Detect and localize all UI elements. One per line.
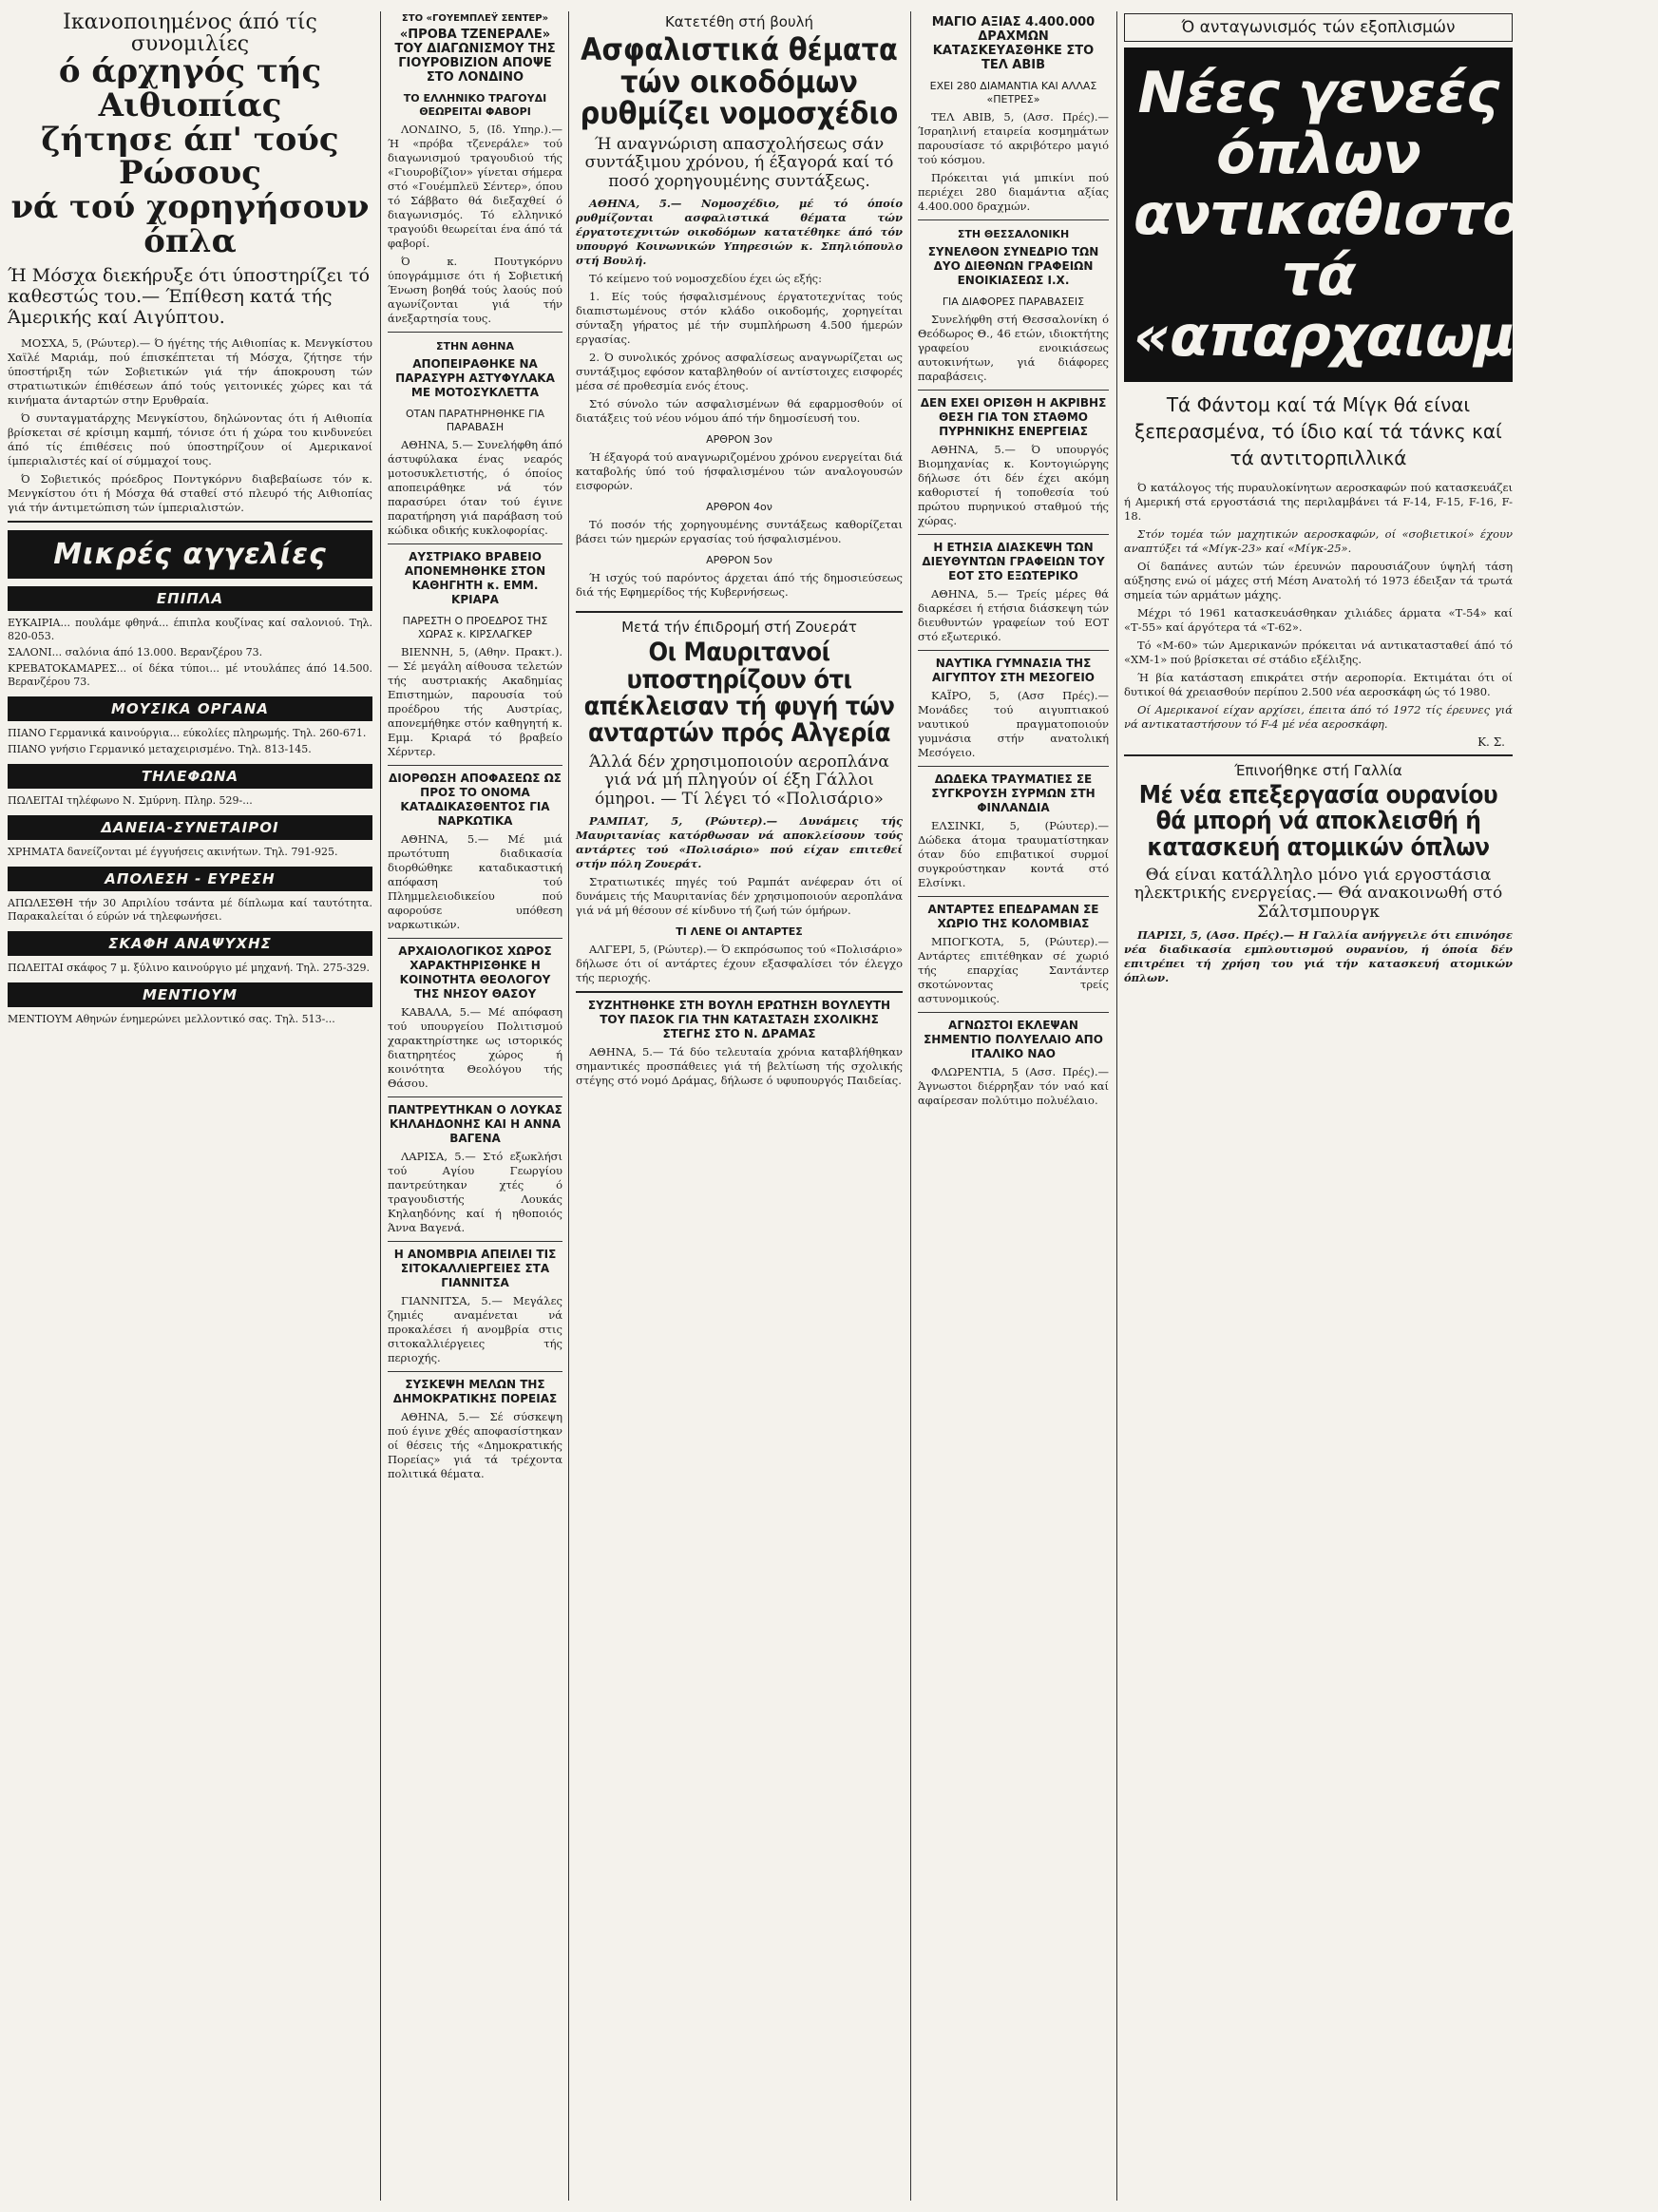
ethiopia-continued: Ό κ. Πουτγκόρνυ ύπογράμμισε ότι ή Σοβιετική Ένωση βοηθά τούς λαούς πού αγωνίζονται γιά τήν άνεξαρτησία τους. [388,255,562,325]
award-body: ΒΙΕΝΝΗ, 5, (Αθην. Πρακτ.).— Σέ μεγάλη αίθουσα τελετών τής αυστριακής Ακαδημίας Επιστημών, παρουσία τού προέδρου τής Αυστρίας, απονεμήθηκε στόν καθηγητή κ. Εμμ. Κριαρά τό βραβείο Χέρντερ. [388,645,562,758]
classified-ad: ΚΡΕΒΑΤΟΚΑΜΑΡΕΣ... οί δέκα τύποι... μέ ντουλάπες άπό 14.500. Βερανζέρου 73. [8,661,372,688]
weapons-body: Οί δαπάνες αυτών τών έρευνών παρουσιάζουν ύψηλή τάση αύξησης ενώ οί μάχες στή Μέση Ανατολή τό 1973 έδειξαν τά τρωτά σημεία τών αρμάτων μάχης. [1124,560,1513,601]
classified-section-title: ΔΑΝΕΙΑ-ΣΥΝΕΤΑΙΡΟΙ [8,815,372,840]
classified-ad: ΕΥΚΑΙΡΙΑ... πουλάμε φθηνά... έπιπλα κουζίνας καί σαλονιού. Τηλ. 820-053. [8,616,372,642]
article-heading: ΑΡΘΡΟΝ 3ον [706,433,772,447]
classified-ad: ΑΠΩΛΕΣΘΗ τήν 30 Απριλίου τσάντα μέ δίπλωμα καί ταυτότητα. Παρακαλείται ό εύρών νά τηλεφωνήσει. [8,896,372,923]
classified-section-title: ΜΟΥΣΙΚΑ ΟΡΓΑΝΑ [8,696,372,721]
eurovision-subhead: ΤΟ ΕΛΛΗΝΙΚΟ ΤΡΑΓΟΥΔΙ ΘΕΩΡΕΙΤΑΙ ΦΑΒΟΡΙ [403,92,547,118]
classifieds-banner: Μικρές αγγελίες [8,530,372,579]
weapons-body: Ό κατάλογος τής πυραυλοκίνητων αεροσκαφών πού κατασκευάζει ή Αμερική στά εργοστάσιά της περιλαμβάνει τά F-14, F-15, F-16, F-18. [1124,481,1513,523]
classified-section-title: ΜΕΝΤΙΟΥΜ [8,982,372,1007]
archaeology-headline: ΑΡΧΑΙΟΛΟΓΙΚΟΣ ΧΩΡΟΣ ΧΑΡΑΚΤΗΡΙΣΘΗΚΕ Η ΚΟΙΝΟΤΗΤΑ ΘΕΟΛΟΓΟΥ ΤΗΣ ΝΗΣΟΥ ΘΑΣΟΥ [398,944,552,1001]
divider [388,1096,562,1097]
thessaloniki-section: ΣΤΗ ΘΕΣΣΑΛΟΝΙΚΗ [957,228,1070,240]
wedding-body: ΛΑΡΙΣΑ, 5.— Στό εξωκλήσι τού Αγίου Γεωργίου παντρεύτηκαν χτές ό τραγουδιστής Λουκάς Κηλαηδόνης καί ή ηθοποιός Άννα Βαγενά. [388,1150,562,1234]
article-heading: ΑΡΘΡΟΝ 4ον [706,501,772,514]
chandelier-headline: ΑΓΝΩΣΤΟΙ ΕΚΛΕΨΑΝ ΣΗΜΕΝΤΙΟ ΠΟΛΥΕΛΑΙΟ ΑΠΟ ΙΤΑΛΙΚΟ ΝΑΟ [924,1019,1103,1060]
insurance-body: Τό ποσόν τής χορηγουμένης συντάξεως καθορίζεται βάσει τών ημερών εργασίας τού ήσφαλισμένου. [576,518,903,546]
classified-section-title: ΕΠΙΠΛΑ [8,586,372,611]
insurance-body: Τό κείμενο τού νομοσχεδίου έχει ώς εξής: [589,272,822,286]
divider [918,219,1109,220]
insurance-deck: Ή αναγνώριση απασχολήσεως σάν συντάξιμου χρόνου, ή έξαγορά καί τό ποσό χορηγουμένης συντάξεως. [584,134,894,191]
mauritania-kicker: Μετά τήν έπιδρομή στή Ζουεράτ [621,619,857,637]
mauritania-body: ΑΛΓΕΡΙ, 5, (Ρώυτερ).— Ό εκπρόσωπος τού «Πολισάριο» δήλωσε ότι οί αντάρτες έχουν εξασφαλίσει τόν έλεγχο τής περιοχής. [576,943,903,985]
insurance-body: Ή έξαγορά τού αναγνωριζομένου χρόνου ενεργείται διά καταβολής ύπό τού ήσφαλισμένου τών αναλογουσών εισφορών. [576,450,903,493]
classified-section [8,696,372,756]
rental-headline: ΣΥΝΕΛΘΟΝ ΣΥΝΕΔΡΙΟ ΤΩΝ ΔΥΟ ΔΙΕΘΝΩΝ ΓΡΑΦΕΙΩΝ ΕΝΟΙΚΙΑΣΕΩΣ Ι.Χ. [927,245,1099,287]
weapons-kicker: Ό ανταγωνισμός τών εξοπλισμών [1124,13,1513,42]
ethiopia-headline-3: ζήτησε άπ' τούς Ρώσους [41,120,339,193]
column-rule [1116,11,1117,2201]
weapons-body: Στόν τομέα τών μαχητικών αεροσκαφών, οί «σοβιετικοί» έχουν αναπτύξει τά «Μίγκ-23» καί «Μίγκ-25». [1124,527,1513,555]
colombia-headline: ΑΝΤΑΡΤΕΣ ΕΠΕΔΡΑΜΑΝ ΣΕ ΧΩΡΙΟ ΤΗΣ ΚΟΛΟΜΒΙΑΣ [927,903,1099,930]
classified-section [8,815,372,859]
column-rule [380,11,381,2201]
correction-headline: ΔΙΟΡΘΩΣΗ ΑΠΟΦΑΣΕΩΣ ΩΣ ΠΡΟΣ ΤΟ ΟΝΟΜΑ ΚΑΤΑΔΙΚΑΣΘΕΝΤΟΣ ΓΙΑ ΝΑΡΚΩΤΙΚΑ [389,772,562,828]
classified-ad: ΠΙΑΝΟ Γερμανικά καινούργια... εύκολίες πληρωμής. Τηλ. 260-671. [8,726,367,739]
divider [918,650,1109,651]
ethiopia-body-2: Ό συνταγματάρχης Μενγκίστου, δηλώνοντας ότι ή Αιθιοπία βρίσκεται σέ κρίσιμη καμπή, τόνισε ότι ή χώρα του κινδυνεύει άπό τίς έπιθέσεις πού ύποστηρίζουν οί Αμερικανοί ίμπεριαλιστές καί οί σύμμαχοί τους. [8,410,372,467]
column-rule [910,11,911,2201]
classified-section [8,931,372,975]
column-4 [918,11,1109,2201]
eot-body: ΑΘΗΝΑ, 5.— Τρείς μέρες θά διαρκέσει ή ετήσια διάσκεψη τών διευθυντών γραφείων τού ΕΟΤ στό εξωτερικό. [918,587,1109,643]
meeting-body: ΑΘΗΝΑ, 5.— Σέ σύσκεψη πού έγινε χθές αποφασίστηκαν οί θέσεις τής «Δημοκρατικής Πορείας» γιά τά τρέχοντα πολιτικά θέματα. [388,1410,562,1480]
drought-headline: Η ΑΝΟΜΒΡΙΑ ΑΠΕΙΛΕΙ ΤΙΣ ΣΙΤΟΚΑΛΛΙΕΡΓΕΙΕΣ ΣΤΑ ΓΙΑΝΝΙΤΣΑ [393,1248,557,1289]
police-headline: ΑΠΟΠΕΙΡΑΘΗΚΕ ΝΑ ΠΑΡΑΣΥΡΗ ΑΣΤΥΦΥΛΑΚΑ ΜΕ ΜΟΤΟΣΥΚΛΕΤΤΑ [395,357,555,399]
classified-section-title: ΑΠΟΛΕΣΗ - ΕΥΡΕΣΗ [8,867,372,891]
divider [388,1241,562,1242]
eot-headline: Η ΕΤΗΣΙΑ ΔΙΑΣΚΕΨΗ ΤΩΝ ΔΙΕΥΘΥΝΤΩΝ ΓΡΑΦΕΙΩΝ ΤΟΥ ΕΟΤ ΣΤΟ ΕΞΩΤΕΡΙΚΟ [922,541,1105,582]
archaeology-body: ΚΑΒΑΛΑ, 5.— Μέ απόφαση τού υπουργείου Πολιτισμού χαρακτηρίστηκε ως ιστορικός διατηρητέος χώρος ή κοινότητα Θεολόγου τής Θάσου. [388,1005,562,1090]
weapons-body: Τό «Μ-60» τών Αμερικανών πρόκειται νά αντικατασταθεί άπό τό «ΧΜ-1» πού βρίσκεται σέ στάδιο εξέλιξης. [1124,639,1513,666]
classified-section [8,867,372,924]
france-body: ΠΑΡΙΣΙ, 5, (Ασσ. Πρές).— Η Γαλλία ανήγγειλε ότι επινόησε νέα διαδικασία εμπλουτισμού ουρανίου, ή όποία δέν επιτρέπει τή χρήση του γιά τήν κατασκευή ατομικών όπλων. [1124,927,1513,984]
classified-ad: ΧΡΗΜΑΤΑ δανείζονται μέ έγγυήσεις ακινήτων. Τηλ. 791-925. [8,845,338,858]
swimsuit-body: Πρόκειται γιά μπικίνι πού περιέχει 280 διαμάντια αξίας 4.400.000 δραχμών. [918,171,1109,213]
ethiopia-body-1: ΜΟΣΧΑ, 5, (Ρώυτερ).— Ό ήγέτης τής Αιθιοπίας κ. Μενγκίστου Χαϊλέ Μαριάμ, πού έπισκέπτεται τή Μόσχα, ζήτησε τήν ύποστήριξη τών Σοβιετικών γιά τήν άποκρουση τών στρατιωτικών έπιθέσεων άπό τούς γειτονικές χώρες και τά κινήματα άνταρτών στην Ερυθραία. [8,335,372,407]
divider [388,1371,562,1372]
article-heading: ΑΡΘΡΟΝ 5ον [706,554,772,567]
train-headline: ΔΩΔΕΚΑ ΤΡΑΥΜΑΤΙΕΣ ΣΕ ΣΥΓΚΡΟΥΣΗ ΣΥΡΜΩΝ ΣΤΗ ΦΙΝΛΑΝΔΙΑ [931,772,1096,814]
nuclear-body: ΑΘΗΝΑ, 5.— Ό υπουργός Βιομηχανίας κ. Κοντογιώργης δήλωσε ότι δέν έχει ακόμη καθοριστεί ή τοποθεσία τού πρώτου πυρηνικού σταθμού τής χώρας. [918,443,1109,527]
weapons-body: Ή βία κατάσταση επικράτει στήν αεροπορία. Εκτιμάται ότι οί δυτικοί θά χρειασθούν περίπου 2.500 νέα αεροσκάφη ώς τό 1980. [1124,671,1513,698]
eurovision-headline: «ΠΡΟΒΑ ΤΖΕΝΕΡΑΛΕ» ΤΟΥ ΔΙΑΓΩΝΙΣΜΟΥ ΤΗΣ ΓΙΟΥΡΟΒΙΖΙΟΝ ΑΠΟΨΕ ΣΤΟ ΛΟΝΔΙΝΟ [394,28,556,85]
insurance-lead: ΑΘΗΝΑ, 5.— Νομοσχέδιο, μέ τό όποίο ρυθμίζονται ασφαλιστικά θέματα τών έργατοτεχνιτών οικοδόμων κατατέθηκε άπό τόν υπουργό Κοινωνικών Υπηρεσιών κ. Σπηλιόπουλο στή Βουλή. [576,197,903,268]
police-subhead: ΟΤΑΝ ΠΑΡΑΤΗΡΗΘΗΚΕ ΓΙΑ ΠΑΡΑΒΑΣΗ [406,408,544,433]
navy-headline: ΝΑΥΤΙΚΑ ΓΥΜΝΑΣΙΑ ΤΗΣ ΑΙΓΥΠΤΟΥ ΣΤΗ ΜΕΣΟΓΕΙΟ [931,657,1096,684]
weapons-body: Μέχρι τό 1961 κατασκευάσθηκαν χιλιάδες άρματα «Τ-54» καί «Τ-55» καί άργότερα τά «Τ-62». [1124,606,1513,634]
colombia-body: ΜΠΟΓΚΟΤΑ, 5, (Ρώυτερ).— Αντάρτες επιτέθηκαν σέ χωριό τής επαρχίας Σαντάντερ σκοτώνοντας τρείς αστυνομικούς. [918,935,1109,1005]
column-5 [1124,11,1658,2201]
france-kicker: Έπινοήθηκε στή Γαλλία [1234,762,1402,779]
police-body: ΑΘΗΝΑ, 5.— Συνελήφθη άπό άστυφύλακα ένας νεαρός μοτοσυκλετιστής, ό όποίος αποπειράθηκε νά τόν παρασύρει όταν τού έγινε παρατήρηση γιά παράβαση τού κώδικα οδικής κυκλοφορίας. [388,438,562,537]
divider [576,611,903,613]
divider [918,390,1109,391]
insurance-body: Στό σύνολο τών ασφαλισμένων θά εφαρμοσθούν οί διατάξεις τού νέου νόμου άπό τήν δημοσίευσή του. [576,397,903,426]
swimsuit-headline: ΜΑΓΙΟ ΑΞΙΑΣ 4.400.000 ΔΡΑΧΜΩΝ ΚΑΤΑΣΚΕΥΑΣΘΗΚΕ ΣΤΟ ΤΕΛ ΑΒΙΒ [931,15,1096,72]
divider [918,1012,1109,1013]
classified-ad: ΣΑΛΟΝΙ... σαλόνια άπό 13.000. Βερανζέρου 73. [8,645,263,658]
column-2 [388,11,562,2201]
divider [8,521,372,523]
divider [388,765,562,766]
classified-section-title: ΣΚΑΦΗ ΑΝΑΨΥΧΗΣ [8,931,372,956]
schools-body: ΑΘΗΝΑ, 5.— Τά δύο τελευταία χρόνια καταβλήθηκαν σημαντικές προσπάθειες γιά τή βελτίωση τής σχολικής στέγης στό νομό Δράμας, δήλωσε ό υφυπουργός Παιδείας. [576,1045,903,1088]
weapons-deck: Τά Φάντομ καί τά Μίγκ θά είναι ξεπερασμένα, τό ίδιο καί τά τάνκς καί τά αντιτορπιλλικά [1134,393,1502,469]
nuclear-headline: ΔΕΝ ΕΧΕΙ ΟΡΙΣΘΗ Η ΑΚΡΙΒΗΣ ΘΕΣΗ ΓΙΑ ΤΟΝ ΣΤΑΘΜΟ ΠΥΡΗΝΙΚΗΣ ΕΝΕΡΓΕΙΑΣ [920,396,1107,438]
insurance-body: 2. Ό συνολικός χρόνος ασφαλίσεως αναγνωρίζεται ως συντάξιμος εφόσον καταβληθούν οί αντίστοιχες εισφορές μέσα σέ προθεσμία ενός έτους. [576,351,903,393]
divider [918,896,1109,897]
france-deck: Θά είναι κατάλληλο μόνο γιά εργοστάσια ηλεκτρικής ενεργείας.— Θά ανακοινωθή στό Σάλτσμπουργκ [1134,865,1503,922]
divider [918,766,1109,767]
insurance-body: 1. Είς τούς ήσφαλισμένους έργατοτεχνίτας τούς διαπιστωμένους στόν κλάδο οικοδομής, χορηγείται σύνταξη γήρατος μέ τήν συμπλήρωση 4.500 ήμερών εργασίας. [576,290,903,347]
eurovision-body: ΛΟΝΔΙΝΟ, 5, (Ιδ. Υπηρ.).— Ή «πρόβα τζενεράλε» τού διαγωνισμού τραγουδιού τής «Γιουροβίζιον» γίνεται σήμερα στό «Γουέμπλεϋ Σέντερ», όπου τό Σάββατο θά διεξαχθεί ό διαγωνισμός. Τό ελληνικό τραγούδι θεωρείται ένα άπό τά φαβορί. [388,123,562,250]
classified-ad: ΠΙΑΝΟ γνήσιο Γερμανικό μεταχειρισμένο. Τηλ. 813-145. [8,742,312,755]
drought-body: ΓΙΑΝΝΙΤΣΑ, 5.— Μεγάλες ζημιές αναμένεται νά προκαλέσει ή ανομβρία στις σιτοκαλλιέργειες τής περιοχής. [388,1294,562,1364]
athens-section: ΣΤΗΝ ΑΘΗΝΑ [435,340,515,353]
mauritania-body: Στρατιωτικές πηγές τού Ραμπάτ ανέφεραν ότι οί δυνάμεις τής Μαυριτανίας δέν χρησιμοποιούν αεροπλάνα γιά νά μή θέσουν σέ κίνδυνο τή ζωή τών όμήρων. [576,875,903,918]
divider [918,534,1109,535]
insurance-headline: Ασφαλιστικά θέματα τών οικοδόμων ρυθμίζει νομοσχέδιο [580,31,899,132]
swimsuit-subhead: ΕΧΕΙ 280 ΔΙΑΜΑΝΤΙΑ ΚΑΙ ΑΛΛΑΣ «ΠΕΤΡΕΣ» [929,80,1097,105]
rebels-subhead: ΤΙ ΛΕΝΕ ΟΙ ΑΝΤΑΡΤΕΣ [676,925,803,939]
chandelier-body: ΦΛΩΡΕΝΤΙΑ, 5 (Ασσ. Πρές).— Άγνωστοι διέρρηξαν τόν ναό καί αφαίρεσαν πολύτιμο πολυέλαιο. [918,1065,1109,1107]
divider [388,332,562,333]
divider [1124,754,1513,756]
column-3 [576,11,903,2201]
classified-section [8,586,372,689]
ethiopia-headline-1: Ικανοποιημένος άπό τίς συνομιλίες [63,10,317,57]
classified-ad: ΠΩΛΕΙΤΑΙ τηλέφωνο Ν. Σμύρνη. Πληρ. 529-... [8,793,253,807]
wedding-headline: ΠΑΝΤΡΕΥΤΗΚΑΝ Ο ΛΟΥΚΑΣ ΚΗΛΑΗΔΟΝΗΣ ΚΑΙ Η ΑΝΝΑ ΒΑΓΕΝΑ [388,1103,562,1145]
weapons-body: Οί Αμερικανοί είχαν αρχίσει, έπειτα άπό τό 1972 τίς έρευνες γιά νά αντικαταστήσουν τό F-4 μέ νέα αεροσκάφη. [1124,703,1513,731]
divider [388,543,562,544]
insurance-kicker: Κατετέθη στή βουλή [664,13,814,30]
weapons-signature: Κ. Σ. [1477,735,1505,749]
ethiopia-deck: Ή Μόσχα διεκήρυξε ότι ύποστηρίζει τό καθεστώς του.— Έπίθεση κατά τής Άμερικής καί Αιγύπτου. [8,265,371,328]
meeting-headline: ΣΥΣΚΕΨΗ ΜΕΛΩΝ ΤΗΣ ΔΗΜΟΚΡΑΤΙΚΗΣ ΠΟΡΕΙΑΣ [392,1378,558,1405]
mauritania-headline: Οι Μαυριτανοί υποστηρίζουν ότι απέκλεισαν τή φυγή τών ανταρτών πρός Αλγερία [583,638,895,749]
column-1 [8,11,372,2201]
eurovision-kicker: ΣΤΟ «ΓΟΥΕΜΠΛΕΫ ΣΕΝΤΕΡ» [401,13,549,24]
classified-section-title: ΤΗΛΕΦΩΝΑ [8,764,372,789]
award-subhead: ΠΑΡΕΣΤΗ Ο ΠΡΟΕΔΡΟΣ ΤΗΣ ΧΩΡΑΣ κ. ΚΙΡΣΛΑΓΚΕΡ [402,615,548,640]
classified-ad: ΠΩΛΕΙΤΑΙ σκάφος 7 μ. ξύλινο καινούργιο μέ μηχανή. Τηλ. 275-329. [8,961,371,974]
weapons-headline: Νέες γενεές όπλων αντικαθιστούν τά «απαρχαιωμένα» [1124,48,1513,382]
mauritania-lead: ΡΑΜΠΑΤ, 5, (Ρώυτερ).— Δυνάμεις τής Μαυριτανίας κατόρθωσαν νά αποκλείσουν τούς αντάρτες τού «Πολισάριο» πού είχαν επιτεθεί στήν πόλη Ζουεράτ. [576,814,903,871]
award-headline: ΑΥΣΤΡΙΑΚΟ ΒΡΑΒΕΙΟ ΑΠΟΝΕΜΗΘΗΚΕ ΣΤΟΝ ΚΑΘΗΓΗΤΗ κ. ΕΜΜ. ΚΡΙΑΡΑ [404,550,546,606]
ethiopia-headline-2: ό άρχηγός τής Αιθιοπίας [58,52,322,124]
divider [576,991,903,993]
classified-section [8,764,372,808]
rental-body: Συνελήφθη στή Θεσσαλονίκη ό Θεόδωρος Θ., 46 ετών, ιδιοκτήτης γραφείου ενοικιάσεως αυτοκινήτων, γιά διάφορες παραβάσεις. [918,313,1109,383]
rental-subhead: ΓΙΑ ΔΙΑΦΟΡΕΣ ΠΑΡΑΒΑΣΕΙΣ [942,296,1085,308]
swimsuit-body: ΤΕΛ ΑΒΙΒ, 5, (Ασσ. Πρές).— Ίσραηλινή εταιρεία κοσμημάτων παρουσίασε τό ακριβότερο μαγιό τού κόσμου. [918,110,1109,166]
insurance-body: Ή ισχύς τού παρόντος άρχεται άπό τής δημοσιεύσεως διά τής Εφημερίδος τής Κυβερνήσεως. [576,571,903,600]
classified-section [8,982,372,1026]
classified-ad: ΜΕΝΤΙΟΥΜ Αθηνών ένημερώνει μελλοντικό σας. Τηλ. 513-... [8,1012,335,1025]
france-headline: Μέ νέα επεξεργασία ουρανίου θά μπορή νά αποκλεισθή ή κατασκευή ατομικών όπλων [1138,781,1498,862]
classifieds-list [8,586,372,1026]
navy-body: ΚΑΪΡΟ, 5, (Ασσ Πρές).— Μονάδες τού αιγυπτιακού ναυτικού πραγματοποιούν γυμνάσια στήν ανατολική Μεσόγειο. [918,689,1109,759]
train-body: ΕΛΣΙΝΚΙ, 5, (Ρώυτερ).— Δώδεκα άτομα τραυματίστηκαν όταν δύο επιβατικοί συρμοί συγκρούστηκαν κοντά στό Ελσίνκι. [918,819,1109,889]
column-rule [568,11,569,2201]
ethiopia-body-3: Ό Σοβιετικός πρόεδρος Ποντγκόρνυ διαβεβαίωσε τόν κ. Μενγκίστου ότι ή Μόσχα θά σταθεί στό πλευρό τής Αιθιοπίας γιά τήν άντιμετώπιση τών ίμπεριαλιστών. [8,471,372,514]
ethiopia-headline-4: νά τού χορηγήσουν όπλα [10,187,370,260]
ethiopia-article [8,11,372,515]
schools-headline: ΣΥΖΗΤΗΘΗΚΕ ΣΤΗ ΒΟΥΛΗ ΕΡΩΤΗΣΗ ΒΟΥΛΕΥΤΗ ΤΟΥ ΠΑΣΟΚ ΓΙΑ ΤΗΝ ΚΑΤΑΣΤΑΣΗ ΣΧΟΛΙΚΗΣ ΣΤΕΓΗΣ ΣΤΟ Ν. ΔΡΑΜΑΣ [587,999,891,1041]
mauritania-deck: Άλλά δέν χρησιμοποιούν αεροπλάνα γιά νά μή πληγούν οί έξη Γάλλοι όμηροι. — Τί λέγει τό «Πολισάριο» [589,752,889,809]
divider [388,938,562,939]
correction-body: ΑΘΗΝΑ, 5.— Μέ μιά πρωτότυπη διαδικασία διορθώθηκε καταδικαστική απόφαση τού Πλημμελειοδικείου πού αφορούσε υπόθεση ναρκωτικών. [388,832,562,931]
